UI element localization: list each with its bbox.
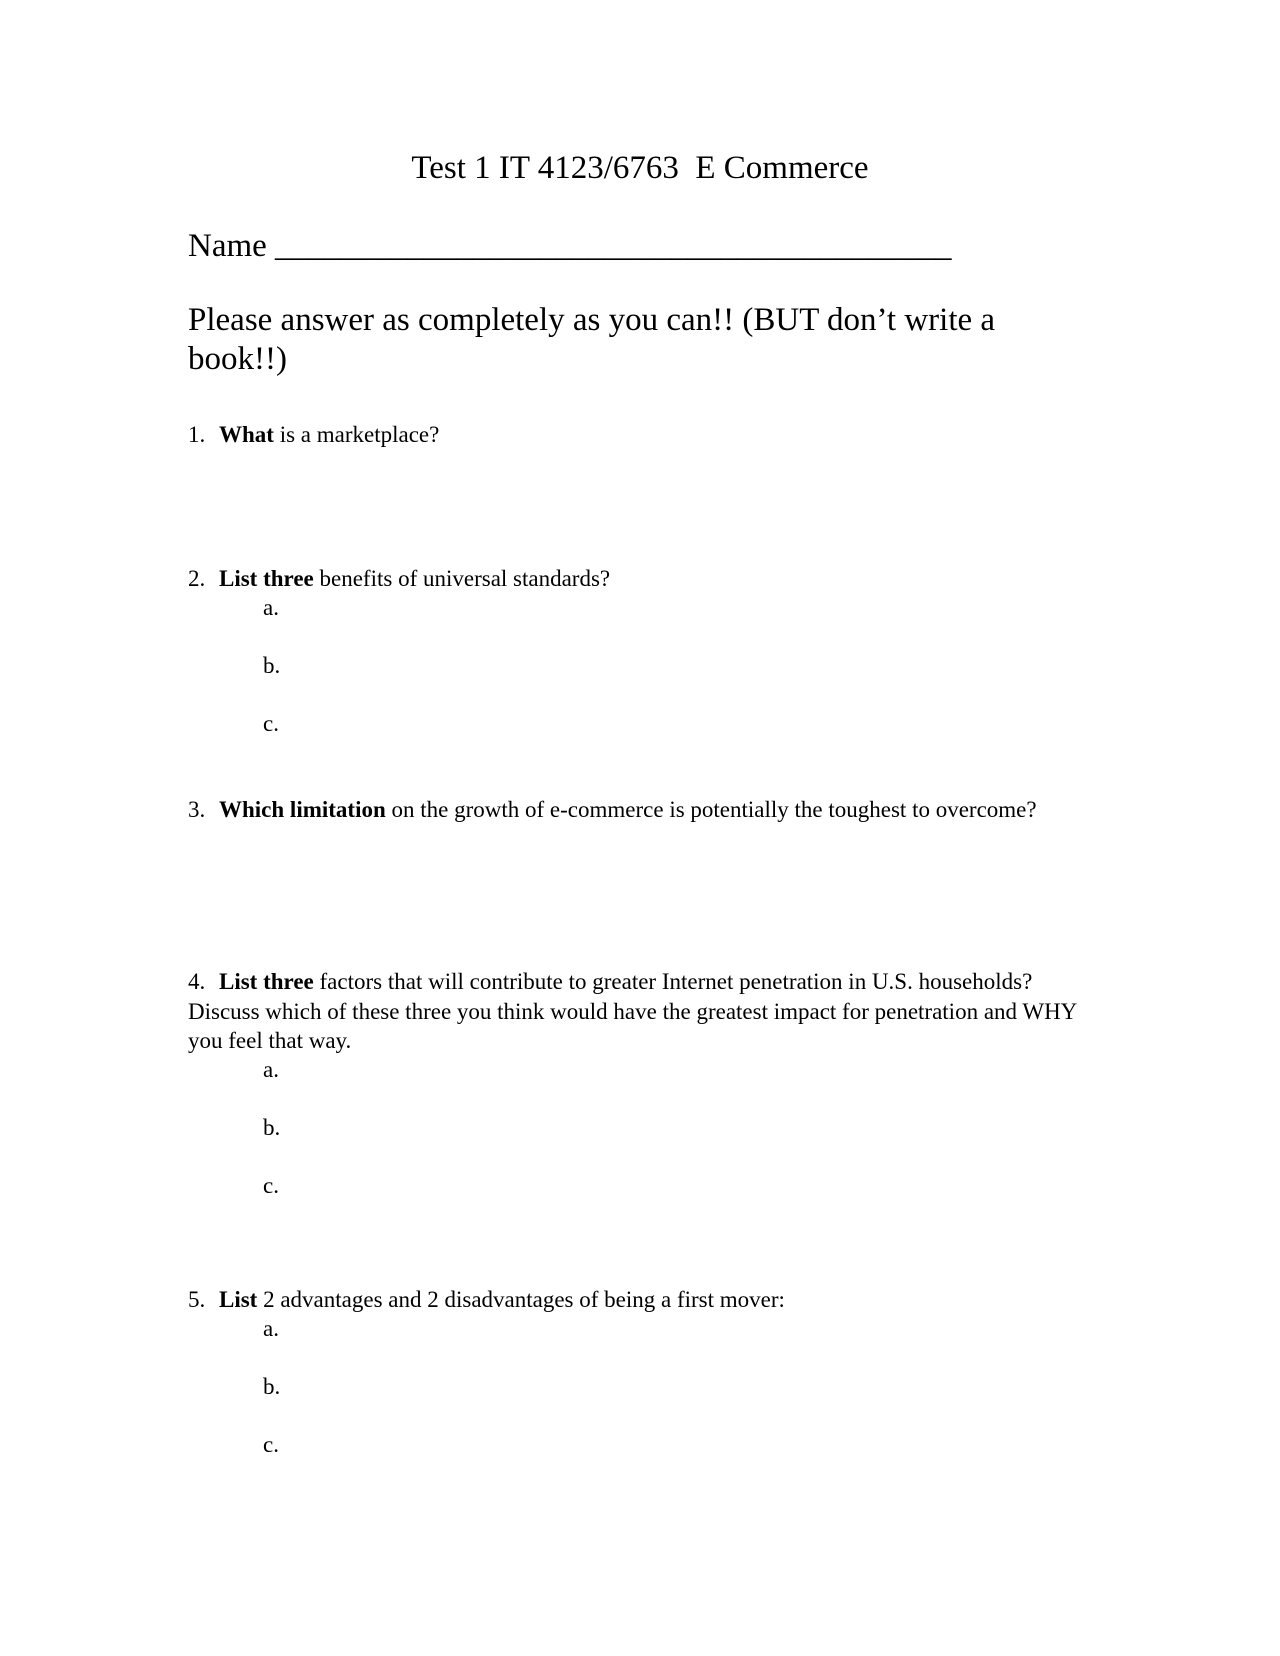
question-3 [188,795,1088,825]
question-keyword: List three [219,969,314,994]
question-keyword: Which limitation [219,797,386,822]
answer-item-c: c. [263,711,279,736]
name-label: Name [188,228,267,264]
question-number: 4. [188,969,206,994]
question-keyword: List three [219,566,314,591]
question-number: 1. [188,422,206,447]
document-title: Test 1 IT 4123/6763 E Commerce [411,150,869,186]
question-5 [188,1285,1088,1315]
answer-item-a: a. [263,1057,279,1082]
question-keyword: List [219,1287,258,1312]
question-text: is a marketplace? [273,422,440,447]
question-4 [188,967,1088,1056]
question-text: on the growth of e-commerce is potentially the toughest to overcome? [385,797,1037,822]
answer-item-a: a. [263,1316,279,1341]
instructions-text: Please answer as completely as you can!! (BUT don’t write a book!!) [188,302,996,377]
question-text: 2 advantages and 2 disadvantages of being a first mover: [257,1287,785,1312]
question-text: factors that will contribute to greater Internet penetration in U.S. households? Discuss which of these three you think would have the greatest impact for penetration and WHY you feel that way. [188,969,1077,1053]
question-number: 2. [188,566,206,591]
answer-item-c: c. [263,1432,279,1457]
answer-item-a: a. [263,595,279,620]
question-keyword: What [219,422,274,447]
answer-item-b: b. [263,1374,281,1399]
answer-item-b: b. [263,1115,281,1140]
answer-item-c: c. [263,1173,279,1198]
answer-item-b: b. [263,653,281,678]
question-number: 5. [188,1287,206,1312]
name-field-line [188,226,952,266]
question-1 [188,420,1088,450]
question-text: benefits of universal standards? [313,566,611,591]
question-number: 3. [188,797,206,822]
name-blank: _________________________________________ [275,228,952,264]
question-2 [188,564,1088,594]
